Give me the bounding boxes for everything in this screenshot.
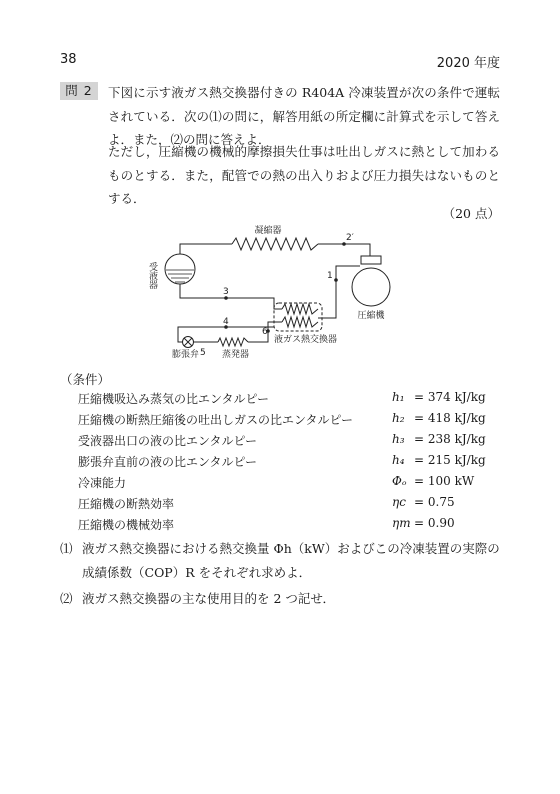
condition-row <box>78 453 498 473</box>
condition-label: 圧縮機吸込み蒸気の比エンタルピー <box>78 392 270 406</box>
evaporator-coil <box>218 338 248 346</box>
condition-value: = 0.75 <box>414 495 455 509</box>
conditions-title: （条件） <box>60 372 111 387</box>
condition-label: 受液器出口の液の比エンタルピー <box>78 434 258 448</box>
condition-label: 冷凍能力 <box>78 476 127 490</box>
condition-row <box>78 390 498 410</box>
condenser-label: 凝縮器 <box>254 226 282 236</box>
hx-label: 液ガス熱交換器 <box>274 335 338 345</box>
compressor-label: 圧縮機 <box>357 311 385 321</box>
point-3-label: 3 <box>223 287 229 297</box>
condition-symbol: ηc <box>392 495 406 509</box>
condition-row <box>78 516 498 536</box>
condition-row <box>78 411 498 431</box>
condition-symbol: ηm <box>392 516 411 530</box>
hx-coil-lower <box>282 317 318 327</box>
point-1-label: 1 <box>327 271 333 281</box>
point-4-label: 4 <box>223 317 229 327</box>
subquestion-number: ⑴ <box>60 541 73 556</box>
condition-label: 圧縮機の断熱効率 <box>78 497 175 511</box>
point-2-label: 2′ <box>346 233 354 243</box>
subquestion-text: 液ガス熱交換器の主な使用目的を 2 つ記せ． <box>82 591 336 606</box>
condition-symbol: h₄ <box>392 453 405 467</box>
condition-label: 膨張弁直前の液の比エンタルピー <box>78 455 258 469</box>
condition-value: = 0.90 <box>414 516 455 530</box>
condenser-coil <box>232 238 318 250</box>
receiver <box>165 254 195 284</box>
condition-symbol: h₃ <box>392 432 405 446</box>
condition-symbol: h₁ <box>392 390 405 404</box>
condition-value: = 418 kJ/kg <box>414 411 486 425</box>
compressor <box>352 256 390 306</box>
condition-symbol: h₂ <box>392 411 405 425</box>
hx-coil-upper <box>282 304 318 314</box>
evaporator-label: 蒸発器 <box>222 350 250 360</box>
point-5-label: 5 <box>200 348 206 358</box>
condition-symbol: Φₒ <box>392 474 407 488</box>
point-6-label: 6 <box>262 327 268 337</box>
expansion-valve <box>183 337 194 348</box>
question-paragraph-2: ただし，圧縮機の機械的摩擦損失仕事は吐出しガスに熱として加わるものとする．また，配管での熱の出入りおよび圧力損失はないものとする． <box>108 144 500 206</box>
question-tag: 問 2 <box>60 82 98 100</box>
condition-value: = 100 kW <box>414 474 475 488</box>
point-1-dot <box>334 278 338 282</box>
expansion-valve-label: 膨張弁 <box>172 350 200 360</box>
question-paragraph-1: 下図に示す液ガス熱交換器付きの R404A 冷凍装置が次の条件で運転されている．次の⑴の問に，解答用紙の所定欄に計算式を示して答えよ．また，⑵の問に答えよ． <box>108 85 500 147</box>
receiver-label: 受液器 <box>147 262 157 289</box>
exam-year: 2020 年度 <box>436 56 500 71</box>
subquestion-number: ⑵ <box>60 591 73 606</box>
condition-value: = 215 kJ/kg <box>414 453 486 467</box>
condition-label: 圧縮機の断熱圧縮後の吐出しガスの比エンタルピー <box>78 413 354 427</box>
condition-row <box>78 474 498 494</box>
condition-row <box>78 495 498 515</box>
points-label: （20 点） <box>442 206 500 221</box>
condition-value: = 374 kJ/kg <box>414 390 486 404</box>
condition-label: 圧縮機の機械効率 <box>78 518 175 532</box>
condition-value: = 238 kJ/kg <box>414 432 486 446</box>
page-number: 38 <box>60 52 77 67</box>
condition-row <box>78 432 498 452</box>
subquestion-text: 液ガス熱交換器における熱交換量 Φh（kW）およびこの冷凍装置の実際の成績係数（COP）R をそれぞれ求めよ． <box>82 541 500 580</box>
